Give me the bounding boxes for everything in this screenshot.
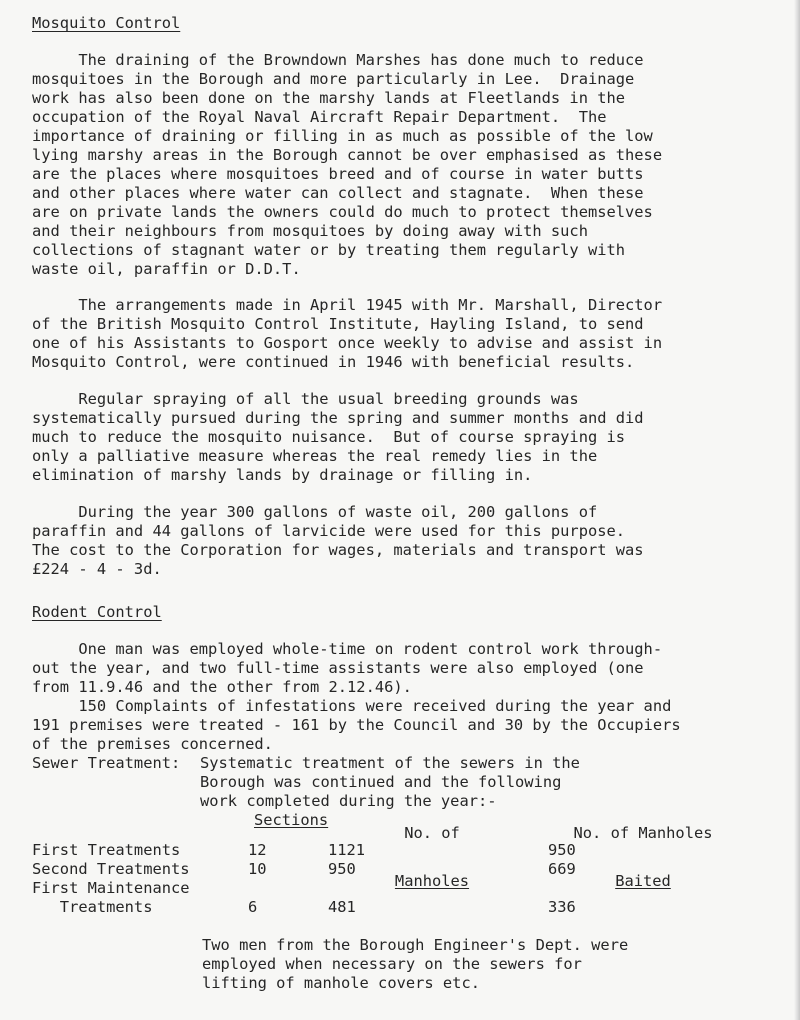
row-sections: 6 <box>248 898 258 916</box>
row-label: Second Treatments <box>32 860 190 878</box>
row-sections: 12 <box>248 841 267 859</box>
sewer-treatment-table <box>32 841 708 917</box>
column-header-baited-line1: No. of Manholes <box>573 824 713 842</box>
column-header-sections: Sections <box>254 811 329 829</box>
row-sections: 10 <box>248 860 267 878</box>
row-manholes: 481 <box>328 898 356 916</box>
mosquito-paragraph-4: During the year 300 gallons of waste oil, 200 gallons of paraffin and 44 gallons of larvicide were used for this purpose. The cost to the Corporation for wages, materials and transport was £224 - 4 - 3d. <box>32 503 644 578</box>
row-label: First Maintenance Treatments <box>32 879 190 916</box>
table-row <box>32 879 708 917</box>
mosquito-paragraph-3: Regular spraying of all the usual breeding grounds was systematically pursued during the spring and summer months and did much to reduce the mosquito nuisance. But of course spraying is only a palliative measure whereas the real remedy lies in the elimination of marshy lands by drainage or filling in. <box>32 390 644 484</box>
sewer-treatment-intro: Systematic treatment of the sewers in the Borough was continued and the following work completed during the year:- <box>200 754 580 810</box>
table-row <box>32 860 708 879</box>
column-header-baited-line2: Baited <box>615 872 671 890</box>
table-row <box>32 841 708 860</box>
sewer-treatment-label: Sewer Treatment: <box>32 754 181 772</box>
row-baited: 950 <box>548 841 576 859</box>
rodent-paragraph-2: 150 Complaints of infestations were received during the year and 191 premises were treated - 161 by the Council and 30 by the Occupiers of the premises concerned. <box>32 697 681 753</box>
mosquito-paragraph-1: The draining of the Browndown Marshes has done much to reduce mosquitoes in the Borough and more particularly in Lee. Drainage work has also been done on the marshy lands at Fleetlands in the occupation of the Royal Naval Aircraft Repair Department. The importance of draining or filling in as much as possible of the low lying marshy areas in the Borough cannot be over emphasised as these are the places where mosquitoes breed and of course in water butts and other places where water can collect and stagnate. When these are on private lands the owners could do much to protect themselves and their neighbours from mosquitoes by doing away with such collections of stagnant water or by treating them regularly with waste oil, paraffin or D.D.T. <box>32 51 663 278</box>
row-baited: 669 <box>548 860 576 878</box>
row-manholes: 950 <box>328 860 356 878</box>
rodent-control-heading: Rodent Control <box>32 603 162 621</box>
column-header-manholes-line1: No. of <box>404 824 460 842</box>
row-manholes: 1121 <box>328 841 366 859</box>
rodent-paragraph-1: One man was employed whole-time on rodent control work through- out the year, and two full-time assistants were also employed (one from 11.9.46 and the other from 2.12.46). <box>32 640 663 696</box>
sewer-footnote: Two men from the Borough Engineer's Dept. were employed when necessary on the sewers for lifting of manhole covers etc. <box>202 936 629 992</box>
mosquito-paragraph-2: The arrangements made in April 1945 with Mr. Marshall, Director of the British Mosquito Control Institute, Hayling Island, to send one of his Assistants to Gosport once weekly to advise and assist in Mosquito Control, were continued in 1946 with beneficial results. <box>32 296 663 371</box>
row-baited: 336 <box>548 898 576 916</box>
mosquito-control-heading: Mosquito Control <box>32 14 181 32</box>
row-label: First Treatments <box>32 841 181 859</box>
column-header-manholes-line2: Manholes <box>394 872 470 890</box>
